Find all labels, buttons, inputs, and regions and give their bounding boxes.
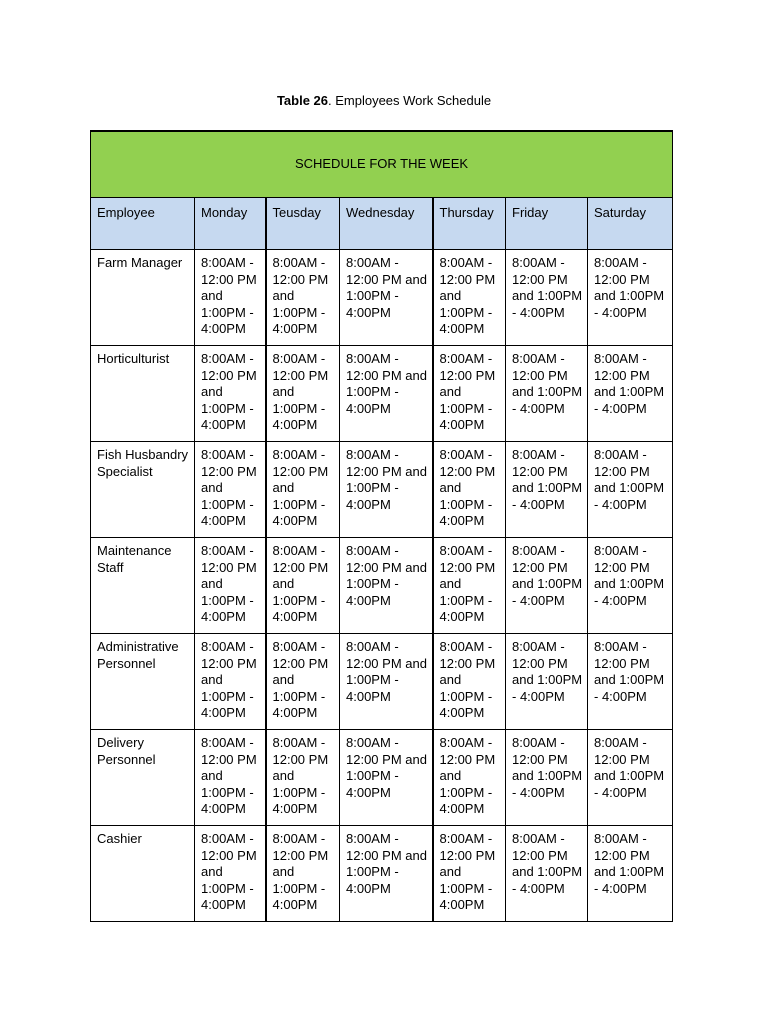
schedule-cell: 8:00AM - 12:00 PM and 1:00PM - 4:00PM [266, 826, 340, 922]
column-header-thursday: Thursday [433, 198, 506, 250]
schedule-cell: 8:00AM - 12:00 PM and 1:00PM - 4:00PM [506, 442, 588, 538]
schedule-cell: 8:00AM - 12:00 PM and 1:00PM - 4:00PM [506, 346, 588, 442]
table-row [91, 346, 673, 442]
schedule-cell: 8:00AM - 12:00 PM and 1:00PM - 4:00PM [340, 346, 433, 442]
schedule-cell: 8:00AM - 12:00 PM and 1:00PM - 4:00PM [588, 634, 673, 730]
schedule-cell: 8:00AM - 12:00 PM and 1:00PM - 4:00PM [340, 442, 433, 538]
schedule-cell: 8:00AM - 12:00 PM and 1:00PM - 4:00PM [266, 442, 340, 538]
column-header-wednesday: Wednesday [340, 198, 433, 250]
employee-name-cell: Fish Husbandry Specialist [91, 442, 195, 538]
table-row [91, 442, 673, 538]
table-row [91, 730, 673, 826]
header-row [91, 198, 673, 250]
schedule-cell: 8:00AM - 12:00 PM and 1:00PM - 4:00PM [433, 634, 506, 730]
column-header-friday: Friday [506, 198, 588, 250]
schedule-cell: 8:00AM - 12:00 PM and 1:00PM - 4:00PM [195, 346, 266, 442]
schedule-cell: 8:00AM - 12:00 PM and 1:00PM - 4:00PM [195, 826, 266, 922]
schedule-cell: 8:00AM - 12:00 PM and 1:00PM - 4:00PM [340, 826, 433, 922]
schedule-cell: 8:00AM - 12:00 PM and 1:00PM - 4:00PM [195, 442, 266, 538]
schedule-cell: 8:00AM - 12:00 PM and 1:00PM - 4:00PM [266, 250, 340, 346]
schedule-cell: 8:00AM - 12:00 PM and 1:00PM - 4:00PM [588, 442, 673, 538]
column-header-employee: Employee [91, 198, 195, 250]
employee-name-cell: Delivery Personnel [91, 730, 195, 826]
schedule-cell: 8:00AM - 12:00 PM and 1:00PM - 4:00PM [506, 826, 588, 922]
schedule-cell: 8:00AM - 12:00 PM and 1:00PM - 4:00PM [433, 346, 506, 442]
column-header-saturday: Saturday [588, 198, 673, 250]
schedule-body [91, 250, 673, 922]
employee-name-cell: Horticulturist [91, 346, 195, 442]
table-row [91, 826, 673, 922]
schedule-table [90, 130, 673, 922]
schedule-cell: 8:00AM - 12:00 PM and 1:00PM - 4:00PM [588, 538, 673, 634]
schedule-cell: 8:00AM - 12:00 PM and 1:00PM - 4:00PM [266, 538, 340, 634]
schedule-cell: 8:00AM - 12:00 PM and 1:00PM - 4:00PM [506, 538, 588, 634]
table-row [91, 634, 673, 730]
employee-name-cell: Cashier [91, 826, 195, 922]
table-row [91, 538, 673, 634]
schedule-cell: 8:00AM - 12:00 PM and 1:00PM - 4:00PM [433, 826, 506, 922]
table-row [91, 250, 673, 346]
schedule-cell: 8:00AM - 12:00 PM and 1:00PM - 4:00PM [266, 346, 340, 442]
schedule-cell: 8:00AM - 12:00 PM and 1:00PM - 4:00PM [506, 634, 588, 730]
schedule-cell: 8:00AM - 12:00 PM and 1:00PM - 4:00PM [340, 250, 433, 346]
schedule-cell: 8:00AM - 12:00 PM and 1:00PM - 4:00PM [195, 634, 266, 730]
schedule-cell: 8:00AM - 12:00 PM and 1:00PM - 4:00PM [433, 250, 506, 346]
schedule-cell: 8:00AM - 12:00 PM and 1:00PM - 4:00PM [588, 826, 673, 922]
schedule-cell: 8:00AM - 12:00 PM and 1:00PM - 4:00PM [588, 730, 673, 826]
caption-label: Table 26 [276, 93, 328, 108]
schedule-cell: 8:00AM - 12:00 PM and 1:00PM - 4:00PM [506, 730, 588, 826]
schedule-cell: 8:00AM - 12:00 PM and 1:00PM - 4:00PM [195, 538, 266, 634]
employee-name-cell: Farm Manager [91, 250, 195, 346]
schedule-cell: 8:00AM - 12:00 PM and 1:00PM - 4:00PM [588, 250, 673, 346]
column-header-tuesday: Teusday [266, 198, 340, 250]
employee-name-cell: Maintenance Staff [91, 538, 195, 634]
schedule-cell: 8:00AM - 12:00 PM and 1:00PM - 4:00PM [195, 730, 266, 826]
caption-text: . Employees Work Schedule [328, 93, 492, 108]
schedule-cell: 8:00AM - 12:00 PM and 1:00PM - 4:00PM [433, 442, 506, 538]
schedule-cell: 8:00AM - 12:00 PM and 1:00PM - 4:00PM [266, 634, 340, 730]
schedule-cell: 8:00AM - 12:00 PM and 1:00PM - 4:00PM [340, 538, 433, 634]
table-caption [0, 92, 768, 110]
schedule-cell: 8:00AM - 12:00 PM and 1:00PM - 4:00PM [506, 250, 588, 346]
employee-name-cell: Administrative Personnel [91, 634, 195, 730]
column-header-monday: Monday [195, 198, 266, 250]
schedule-cell: 8:00AM - 12:00 PM and 1:00PM - 4:00PM [266, 730, 340, 826]
schedule-cell: 8:00AM - 12:00 PM and 1:00PM - 4:00PM [195, 250, 266, 346]
schedule-cell: 8:00AM - 12:00 PM and 1:00PM - 4:00PM [340, 634, 433, 730]
schedule-cell: 8:00AM - 12:00 PM and 1:00PM - 4:00PM [340, 730, 433, 826]
schedule-banner: SCHEDULE FOR THE WEEK [91, 131, 673, 198]
schedule-cell: 8:00AM - 12:00 PM and 1:00PM - 4:00PM [588, 346, 673, 442]
schedule-cell: 8:00AM - 12:00 PM and 1:00PM - 4:00PM [433, 538, 506, 634]
schedule-cell: 8:00AM - 12:00 PM and 1:00PM - 4:00PM [433, 730, 506, 826]
